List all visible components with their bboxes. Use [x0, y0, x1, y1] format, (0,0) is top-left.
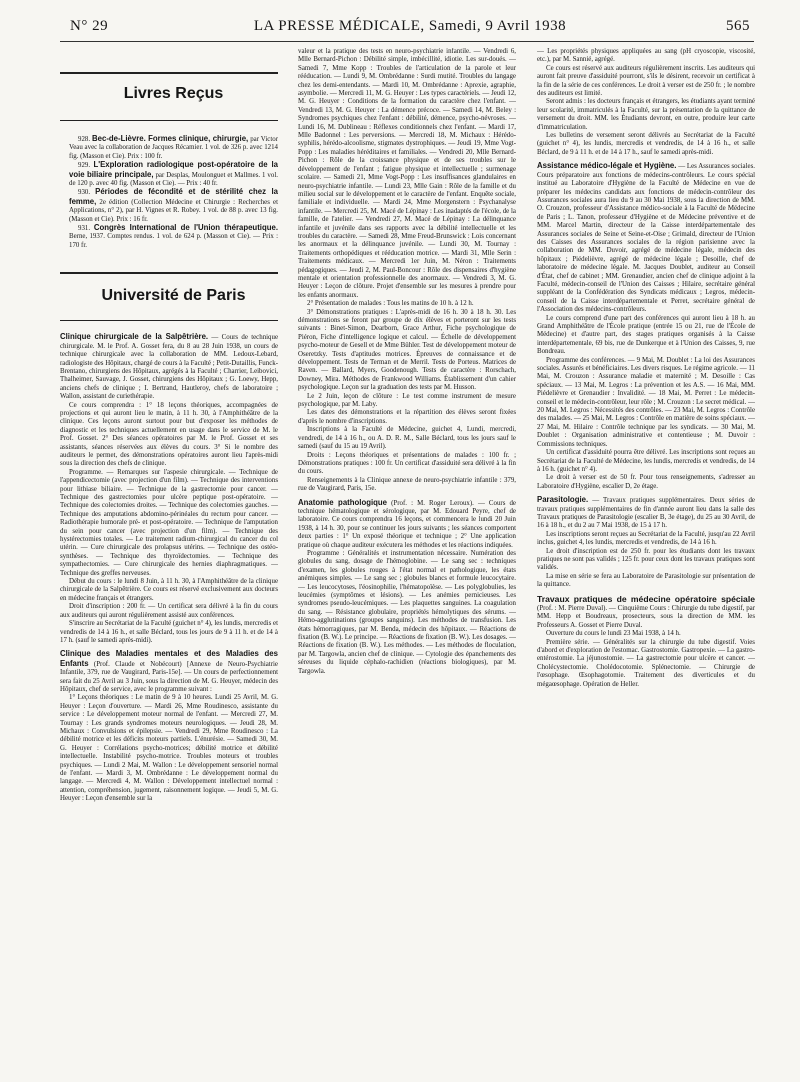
parasitologie-paragraph [537, 496, 755, 531]
issue-number: N° 29 [70, 18, 109, 34]
parasitologie-heading: Parasitologie. [537, 495, 589, 505]
paragraph: Le 2 Juin, leçon de clôture : Le test comme instrument de mesure psychologique, par M. Laby. [298, 392, 516, 409]
paragraph: Programme des conférences. — 9 Mai, M. Doublet : La loi des Assurances sociales. Assurés et bénéficiaires. Les divers risques. Le régime agricole. — 11 Mai, M. Crouzon : Assurance maladie et maternité ; M. Desoille : Cas spéciaux. — 13 Mai, M. Legros : La prévention et les A.S. — 16 Mai, MM. Piédelièvre et Grenaudier : Invalidité. — 18 Mai, M. Perret : Le médecin-conseil et le médecin-contrôleur, leur rôle ; M. Crouzon : Le secret médical. — 20 Mai, M. Legros : Nécessités des contrôles. — 23 Mai, M. Legros : Contrôle des malades. — 25 Mai, M. Legros : Contrôle en matière de soins spéciaux. — 27 Mai, M. Hilaire : Contrôle technique par les syndicats. — 30 Mai, M. Doublet : Organisation administrative et contentieuse ; M. Duvoir : Commissions techniques. [537, 356, 755, 448]
anatomie-intro: (Prof. : M. Roger Leroux). — Cours de technique hématologique et sérologique, par M. Edouard Peyre, chef de laboratoire. Ce cours comprendra 16 leçons, et commencera le lundi 20 Juin 1938, à 14 h. 30, pour se continuer les jours suivants ; les séances comportent deux parties : 1° Un exposé théorique et technique ; 2° Une application pratique où chaque auditeur exécutera les méthodes et les réactions indiquées. [298, 499, 516, 549]
anatomie-paragraph [298, 499, 516, 550]
livres-section [60, 72, 278, 121]
paragraph: La mise en série se fera au Laboratoire de Parasitologie sur présentation de la quittance. [537, 572, 755, 589]
salpetriere-heading: Clinique chirurgicale de la Salpêtrière. [60, 332, 209, 342]
paragraph: — Les propriétés physiques appliquées au sang (pH cryoscopie, viscosité, etc.), par M. Sannié, agrégé. [537, 48, 755, 64]
book-entry [60, 224, 278, 250]
universite-title: Université de Paris [101, 287, 246, 305]
page-number: 565 [726, 18, 750, 34]
paragraph: Les inscriptions seront reçues au Secrétariat de la Faculté, jusqu'au 22 Avril inclus, guichet 4, les lundis, mercredis et vendredis, de 14 à 16 h. [537, 530, 755, 547]
salpetriere-paragraph [60, 333, 278, 401]
book-details: par Victor Veau avec la collaboration de Jacques Récamier. 1 vol. de 326 p. avec 1214 fig. (Masson et Cie). Prix : 100 fr. [69, 136, 278, 160]
paragraph: 3° Démonstrations pratiques : L'après-midi de 16 h. 30 à 18 h. 30. Les démonstrations se feront par groupe de dix élèves et porteront sur les tests suivants : Binet-Simon, Dearborn, Grace Arthur, Fiche psychologique de Piéron, Fiche d'intelligence logique et calcul. — Échelle de développement psycho-moteur de Gesell et de Mme Bühler. Test de développement moteur de Oseretzky. Tests d'aptitudes motrices. Épreuves de connaissance et de développement. Tests de Terman et de Merril. Tests de Porteus. Matrices de Raven. — Ballard, Myers, Goodenough. Tests de caractère : Rorschach, Downey, Mira. Méthodes de Frankwood Williams. Établissement d'un cahier psychologique. Leçon sur la graduation des tests par M. Husson. [298, 308, 516, 392]
book-number: 931. [78, 225, 91, 233]
paragraph: Début du cours : le lundi 8 Juin, à 11 h. 30, à l'Amphithéâtre de la clinique chirurgicale de la Salpêtrière. Ce cours est réservé exclusivement aux docteurs en médecine français et étrangers. [60, 578, 278, 602]
paragraph: Ce cours est réservé aux auditeurs régulièrement inscrits. Les auditeurs qui auront fait preuve d'assiduité pourront, s'ils le désirent, recevoir un certificat à la fin de la série de ces conférences. Le droit à verser est de 250 fr. ; le nombre des auditeurs est limité. [537, 64, 755, 98]
parasitologie-intro: — Travaux pratiques supplémentaires. Deux séries de travaux pratiques supplémentaires de fin d'année auront lieu dans la salle des Travaux pratiques de Parasitologie (escalier B, 3e étage), du 25 au 30 Avril, de 16 à 18 h., et du 2 au 7 Mai 1938, de 15 à 17 h. [537, 497, 755, 530]
book-entry [60, 161, 278, 188]
header-rule [60, 41, 754, 42]
paragraph: Droit d'inscription : 200 fr. — Un certificat sera délivré à la fin du cours aux auditeurs qui auront régulièrement assisté aux conférences. [60, 603, 278, 619]
journal-title: LA PRESSE MÉDICALE, Samedi, 9 Avril 1938 [253, 18, 567, 34]
paragraph: Ouverture du cours le lundi 23 Mai 1938, à 14 h. [546, 630, 681, 638]
book-entry [60, 188, 278, 224]
anatomie-heading: Anatomie pathologique [298, 497, 387, 507]
paragraph: Programme. — Remarques sur l'aspesie chirurgicale. — Technique de l'appendicectomie (avec projection d'un film). — Technique des interventions pour lithiase biliaire. — Technique de la gastrectomie pour cancer. — Technique des gastrectomies pour ulcère peptique post-opératoire. — Technique des colectomies droites. — Technique des colectomies gauches. — Technique des amputations abdomino-périnéales du rectum pour cancer. — Radiothérapie humorale pré- et post-opératoire. — Technique de l'amputation du sein pour cancer (avec projection d'un film). — Technique des hystérectomies totales. — Le traitement radium-chirurgical du cancer du col utérin. — Cure chirurgicale des prolapsus utérins. — Technique des ostéo-synthèses. — Technique des thyroïdectomies. — Technique des sympathectomies. — Cure chirurgicale des hernies diaphragmatiques. — Technique des greffes nerveuses. [60, 468, 278, 577]
book-entry [60, 135, 278, 161]
column-1 [60, 48, 278, 1072]
paragraph: Programme : Généralités et instrumentation nécessaire. Numération des globules du sang, dosage de l'hémoglobine. — Le sang sec : techniques d'examen, les globules rouges à l'état normal et pathologique, les états anémiques simples. — Le sang sec ; globules blancs et formule leucocytaire. — Les leucocytoses, l'éosinophilie, l'hématopoïèse. — Les polyglobulies, les leucémies (symptômes et lésions). — Les anémies pernicieuses. Les syndromes pseudo-leucémiques. — Les plaquettes sanguines. La coagulation du sang. — Résistance globulaire, propriétés hémolytiques des sérums. — Hémo-agglutinations (groupes sanguins). Les méthodes de transfusion. Les états hémorragiques, par M. Benda, médecin des hôpitaux. — Réactions de fixation (B. W.). Le principe. — Réactions de fixation (B. W.). Les dosages. — Réactions de fixation (B. W.). Les méthodes. — Les méthodes de floculation, par M. Targowla, ancien chef de clinique. — Cytologie des épanchements des séreuses du liquide céphalo-rachidien (réactions biologiques), par M. Targowla. [298, 549, 516, 675]
book-details: Berne, 1937. Comptes rendus. 1 vol. de 624 p. (Masson et Cie). — Prix : 170 fr. [69, 233, 278, 249]
medecine-operatoire-intro: (Prof. : M. Pierre Duval). — Cinquième Cours : Chirurgie du tube digestif, par MM. Hepp et Boudreaux, prosecteurs, sous la direction de MM. les Professeurs A. Gosset et Pierre Duval. [537, 605, 755, 629]
paragraph: Ce cours comprendra : 1° 18 leçons théoriques, accompagnées de projections et qui auront lieu le matin, à 11 h. 30, à l'Amphithéâtre de la clinique. Ces leçons auront surtout pour but d'exposer les méthodes de diagnostic et les techniques actuellement en usage dans le service de M. le Prof. Gosset. 2° Des séances opératoires par M. le Prof. Gosset et ses assistants, séances réservées aux élèves du cours. 3° Si le nombre des auditeurs le permet, des démonstrations opératoires auront lieu l'après-midi sous la direction des chefs de clinique. [60, 401, 278, 468]
paragraph: Le cours comprend d'une part des conférences qui auront lieu à 18 h. au Grand Amphithéâtre de l'École pratique (entrée 15 ou 21, rue de l'École de Médecine) et d'autre part, des stages pratiques organisés à la Caisse interdépartementale, 69 bis, rue de Dunkerque et à l'Union des Caisses, 9, rue Bondreau. [537, 314, 755, 356]
maladies-mentales-intro: (Prof. Claude et Nobécourt) [Annexe de Neuro-Psychiatrie Infantile, 379, rue de Vaugirard, Paris-15e]. — Un cours de perfectionnement sera fait du 25 Avril au 3 Juin, sous la direction de M. G. Heuyer, médecin des Hôpitaux, chef de service, avec le programme suivant : [60, 660, 278, 693]
book-details: 2e édition (Collection Médecine et Chirurgie : Recherches et Applications, n° 2), par H. Vignes et R. Robey. 1 vol. de 88 p. avec 13 fig. (Masson et Cie). Prix : 16 fr. [69, 198, 278, 223]
book-number: 930. [78, 189, 91, 197]
paragraph: Première série. — Généralités sur la chirurgie du tube digestif. Voies d'abord et d'exploration de l'estomac. Gastrostomie. Gastropexie. — La gastro-entérostomie. La jéjunostomie. — La gastrectomie pour ulcère et cancer. — Cholécystectomie. Cholédocotomie. Splénectomie. — Chirurgie de l'œsophage. Œsophagotomie. Traitement des diverticules et du mégaœsophage. Opération de Heller. [537, 638, 755, 688]
paragraph: Un certificat d'assiduité pourra être délivré. Les inscriptions sont reçues au Secrétariat de la Faculté de Médecine, les lundis, mercredis et vendredis, de 14 à 16 h. (guichet n° 4). [537, 449, 755, 473]
section-rule [60, 272, 278, 274]
paragraph: Seront admis : les docteurs français et étrangers, les étudiants ayant terminé leur scolarité, immatriculés à la Faculté, sur la présentation de la quittance de versement du droit. MM. les Étudiants devront, en outre, produire leur carte d'immatriculation. [537, 98, 755, 131]
medecine-operatoire-paragraph [537, 595, 755, 631]
book-number: 929. [78, 162, 91, 170]
section-rule [60, 120, 278, 121]
book-details: par Desplas, Moulonguet et Mallmes. 1 vol. de 120 p. avec 40 fig. (Masson et Cie). — Prix : 40 fr. [69, 171, 278, 188]
paragraph: valeur et la pratique des tests en neuro-psychiatrie infantile. — Vendredi 6, Mlle Bernard-Pichon : Débilité simple, imbécillité, idiotie. Les sur-doués. — Samedi 7, Mme Kopp : Troubles de l'articulation de la parole et leur rééducation. — Lundi 9, M. Ombrédanne : Surdi mutité. Troubles du langage chez les demi-entendants. — Mardi 10, M. Ombrédanne : Aprexie, agraphie, asymbolie. — Mercredi 11, M. G. Heuyer : Les types caractériels. — Jeudi 12, M. G. Heuyer : Conditions de la formation du caractère chez l'enfant. — Vendredi 13, M. G. Heuyer : La démence précoce. — Samedi 14, M. Beley : Syndromes psychiques chez l'enfant : débilité, démence, psycho-névroses. — Lundi 16, M. Dublineau : Réflexes conditionnels chez l'enfant. — Mardi 17, Mlle Badonnel : Les perversions. — Mercredi 18, M. Michaux : Hérédo-syphilis, hérédo-alcoolisme, stigmates dystrophiques. — Jeudi 19, Mme Vogt-Popp : Les maladies héréditaires et familiales. — Vendredi 20, Mlle Bernard-Pichon : Rôle de la croissance physique et de ses troubles sur le développement de l'enfant ; fatigue physique et intellectuelle ; surmenage scolaire. — Samedi 21, Mme Vogt-Popp : Les insuffisances glandulaires en neuro-psychiatrie infantile. — Lundi 23, Mlle Gain : Rôle de la famille et du milieu social sur le développement et le caractère de l'enfant. Enquête sociale, familiale et individuelle. — Mardi 24, Mme Morgenstern : Psychanalyse infantile. — Mercredi 25, M. Macé de Lépinay : Les inadaptés de l'école, de la famille, de l'atelier. — Vendredi 27, M. Macé de Lépinay : La délinquance infantile et juvénile dans ses rapports avec la débilité intellectuelle et les troubles du caractère. — Samedi 28, Mme Freud-Brunswick : Lois concernant les anormaux et la délinquance juvénile. — Lundi 30, M. Tournay : Traitements orthopédiques et rééducation motrice. — Mardi 31, Mlle Serin : Traitements médicaux. — Mercredi 1er Juin, M. Néron : Traitements pédagogiques. — Jeudi 2, M. Paul-Boncour : Rôle des dispensaires d'hygiène mentale et orientation professionnelle des anormaux. — Vendredi 3, M. G. Heuyer : Leçon de clôture. Projet d'ensemble sur les mesures à prendre pour les enfants anormaux. [298, 48, 516, 299]
livres-recus-title: Livres Reçus [123, 85, 224, 102]
paragraph: 2° Présentation de malades : Tous les matins de 10 h. à 12 h. [307, 300, 474, 308]
paragraph: Le droit à verser est de 50 fr. Pour tous renseignements, s'adresser au Laboratoire d'Hygiène, escalier D, 2e étage. [537, 474, 755, 490]
paragraph: Le droit d'inscription est de 250 fr. pour les étudiants dont les travaux pratiques ne sont pas validés ; 125 fr. pour ceux dont les travaux pratiques sont validés. [537, 547, 755, 572]
assistance-heading: Assistance médico-légale et Hygiène. [537, 161, 677, 171]
paragraph: 1° Leçons théoriques : Le matin de 9 à 10 heures. Lundi 25 Avril, M. G. Heuyer : Leçon d'ouverture. — Mardi 26, Mme Roudinesco, assistante du service : Le développement moteur normal de l'enfant. — Mercredi 27, M. Tournay : Les grands syndromes moteurs neurologiques. — Jeudi 28, M. Michaux : Convulsions et épilepsie. — Vendredi 29, Mme Roudinesco : La débilité motrice et les déficits moteurs partiels. L'énurésie. — Samedi 30, M. G. Heuyer : Corrélations psycho-motrices; débilité motrice et débilité intellectuelle. Instabilité psycho-motrice. Troubles moteurs et troubles psychiques. — Lundi 2 Mai, M. Wallon : Le développement sensoriel normal de l'enfant. — Mardi 3, M. Ombrédanne : Le développement normal du langage. — Mercredi 4, M. Wallon : Développement intellectuel normal : attention, compréhension, jugement, raisonnement logique. — Jeudi 5, M. G. Heuyer : Leçon d'ensemble sur la [60, 694, 278, 803]
column-2 [298, 48, 516, 1072]
section-rule [60, 72, 278, 74]
paragraph: Inscriptions à la Faculté de Médecine, guichet 4, Lundi, mercredi, vendredi, de 14 à 16 h., ou A. D. R. M., Salle Béclard, tous les jours sauf le samedi (sauf du 15 au 19 Avril). [298, 426, 516, 451]
maladies-mentales-heading: Clinique des Maladies mentales et des Maladies des Enfants [60, 649, 278, 668]
paragraph: S'inscrire au Secrétariat de la Faculté (guichet n° 4), les lundis, mercredis et vendredis de 14 à 16 h., et salle Béclard, tous les jours de 9 à 11 h. et de 14 à 17 h. (sauf le samedi après-midi). [60, 620, 278, 644]
book-title: Bec-de-Lièvre. Formes clinique, chirurgie, [92, 134, 249, 143]
book-title: Périodes de fécondité et de stérilité chez la femme, [69, 187, 278, 206]
paragraph: Les bulletins de versement seront délivrés au Secrétariat de la Faculté (guichet n° 4), les lundis, mercredis et vendredis, de 14 à 16 h., et salle Béclard, de 9 à 11 h. et de 14 à 17 h., sauf le samedi après-midi. [537, 132, 755, 156]
assistance-paragraph [537, 162, 755, 314]
maladies-mentales-paragraph [60, 650, 278, 694]
book-number: 928. [78, 136, 91, 143]
book-title: L'Exploration radiologique post-opératoire de la voie biliaire principale, [69, 160, 278, 179]
salpetriere-intro: — Cours de technique chirurgicale. M. le Prof. A. Gosset fera, du 8 au 28 Juin 1938, un cours de technique chirurgicale avec la collaboration de MM. Ledoux-Lebard, radiologiste des Hôpitaux, chargé de cours à la Faculté ; Petit-Dutaillis, Funck-Brentano, chirurgiens des Hôpitaux, agrégés à la Faculté ; Charrier, Leibovici, Thalheimer, Sauvage, J. Gosset, chirurgiens des Hôpitaux ; G. Loewy, Hepp, anciens chefs de clinique ; I. Bertrand, Hautleroy, chefs de laboratoire ; Wallon, assistant de curiethérapie. [60, 334, 278, 401]
paragraph: Renseignements à la Clinique annexe de neuro-psychiatrie infantile : 379, rue de Vaugirard, Paris, 15e. [298, 476, 516, 493]
page-header [70, 18, 750, 38]
paragraph: Les dates des démonstrations et la répartition des élèves seront fixées d'après le nombre d'inscriptions. [298, 409, 516, 425]
book-title: Congrès International de l'Union thérapeutique. [93, 223, 278, 233]
section-rule [60, 320, 278, 321]
column-3 [537, 48, 755, 1072]
paragraph: Droits : Leçons théoriques et présentations de malades : 100 fr. ; Démonstrations pratiques : 100 fr. Un certificat d'assiduité sera délivré à la fin du cours. [298, 451, 516, 476]
assistance-intro: — Les Assurances sociales. Cours préparatoire aux fonctions de médecins-contrôleurs. Le cours spécial institué au Laboratoire d'Hygiène de la Faculté de Médecine en vue de préparer les médecins candidats aux fonctions de médecin-contrôleur des Assurances sociales aura lieu du 9 au 30 Mai 1938, sous la direction de MM. O. Crouzon, professeur d'Assistance médico-sociale à la Faculté de Médecine de Paris ; L. Tanon, professeur d'Hygiène et de Médecine préventive et de MM. Marcel Martin, directeur de la Caisse interdépartementale des Assurances sociales de Seine et Seine-et-Oise ; Grimald, directeur de l'Union des Caisses des Assurances sociales de la région parisienne avec la collaboration de MM. Duvoir, agrégé de médecine légale, médecin des hôpitaux ; Piédelièvre, agrégé de médecine légale ; Desoille, chef de laboratoire de médecine légale. M. Jacques Doublet, auditeur au Conseil d'État, chef de cabinet ; MM. Grenaudier, ancien chef de clinique adjoint à la Faculté, médecin-conseil de l'Union des Caisses ; Hilaire, secrétaire général suppléant de la Confédération des Syndicats médicaux ; Legros, médecin-conseil de la Caisse interdépartementale et Perret, secrétaire général de l'Association des médecins-contrôleurs. [537, 163, 755, 314]
medecine-operatoire-heading: Travaux pratiques de médecine opératoire spéciale [537, 593, 755, 604]
